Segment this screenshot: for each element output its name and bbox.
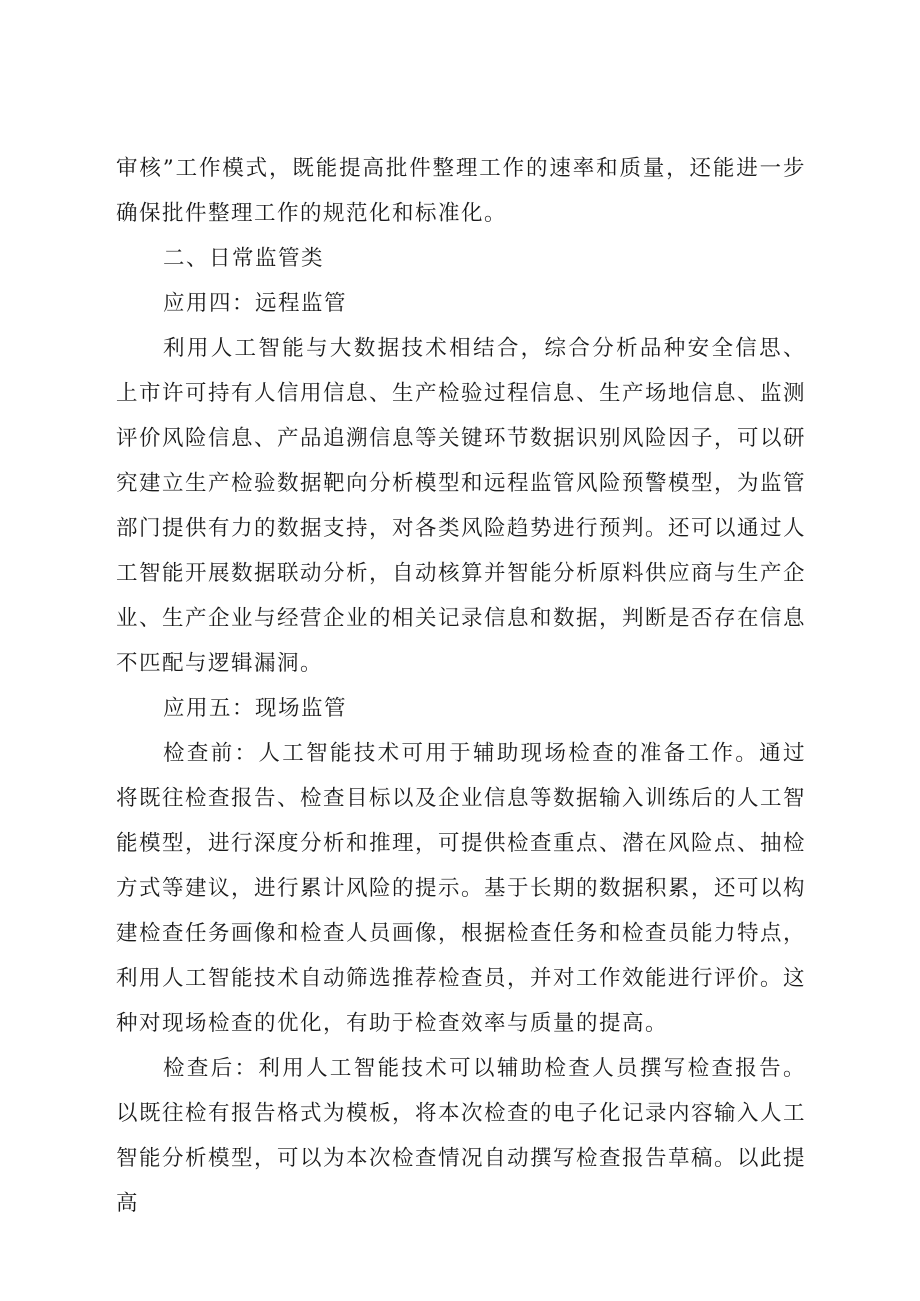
subheading-application-four: 应用四：远程监管 [163, 291, 348, 316]
subheading-application-five: 应用五：现场监管 [163, 696, 348, 721]
section-heading-daily-supervision: 二、日常监管类 [163, 246, 325, 271]
document-body [116, 146, 806, 1226]
paragraph-before-inspection: 检查前：人工智能技术可用于辅助现场检查的准备工作。通过将既往检查报告、检查目标以及企业信息等数据输入训练后的人工智能模型，进行深度分析和推理，可提供检查重点、潜在风险点、抽检方式等建议，进行累计风险的提示。基于长期的数据积累，还可以构建检查任务画像和检查人员画像，根据检查任务和检查员能力特点，利用人工智能技术自动筛选推荐检查员，并对工作效能进行评价。这种对现场检查的优化，有助于检查效率与质量的提高。 [116, 741, 807, 1036]
paragraph-remote-supervision: 利用人工智能与大数据技术相结合，综合分析品种安全信思、上市许可持有人信用信息、生产检验过程信息、生产场地信息、监测评价风险信息、产品追溯信息等关键环节数据识别风险因子，可以研究建立生产检验数据靶向分析模型和远程监管风险预警模型，为监管部门提供有力的数据支持，对各类风险趋势进行预判。还可以通过人工智能开展数据联动分析，自动核算并智能分析原料供应商与生产企业、生产企业与经营企业的相关记录信息和数据，判断是否存在信息不匹配与逻辑漏洞。 [116, 336, 807, 676]
paragraph-continuation: 审核”工作模式，既能提高批件整理工作的速率和质量，还能进一步确保批件整理工作的规范化和标准化。 [116, 156, 806, 226]
paragraph-after-inspection: 检查后：利用人工智能技术可以辅助检查人员撰写检查报告。以既往检有报告格式为模板，将本次检查的电子化记录内容输入人工智能分析模型，可以为本次检查情况自动撰写检查报告草稿。以此提高 [116, 1056, 807, 1216]
